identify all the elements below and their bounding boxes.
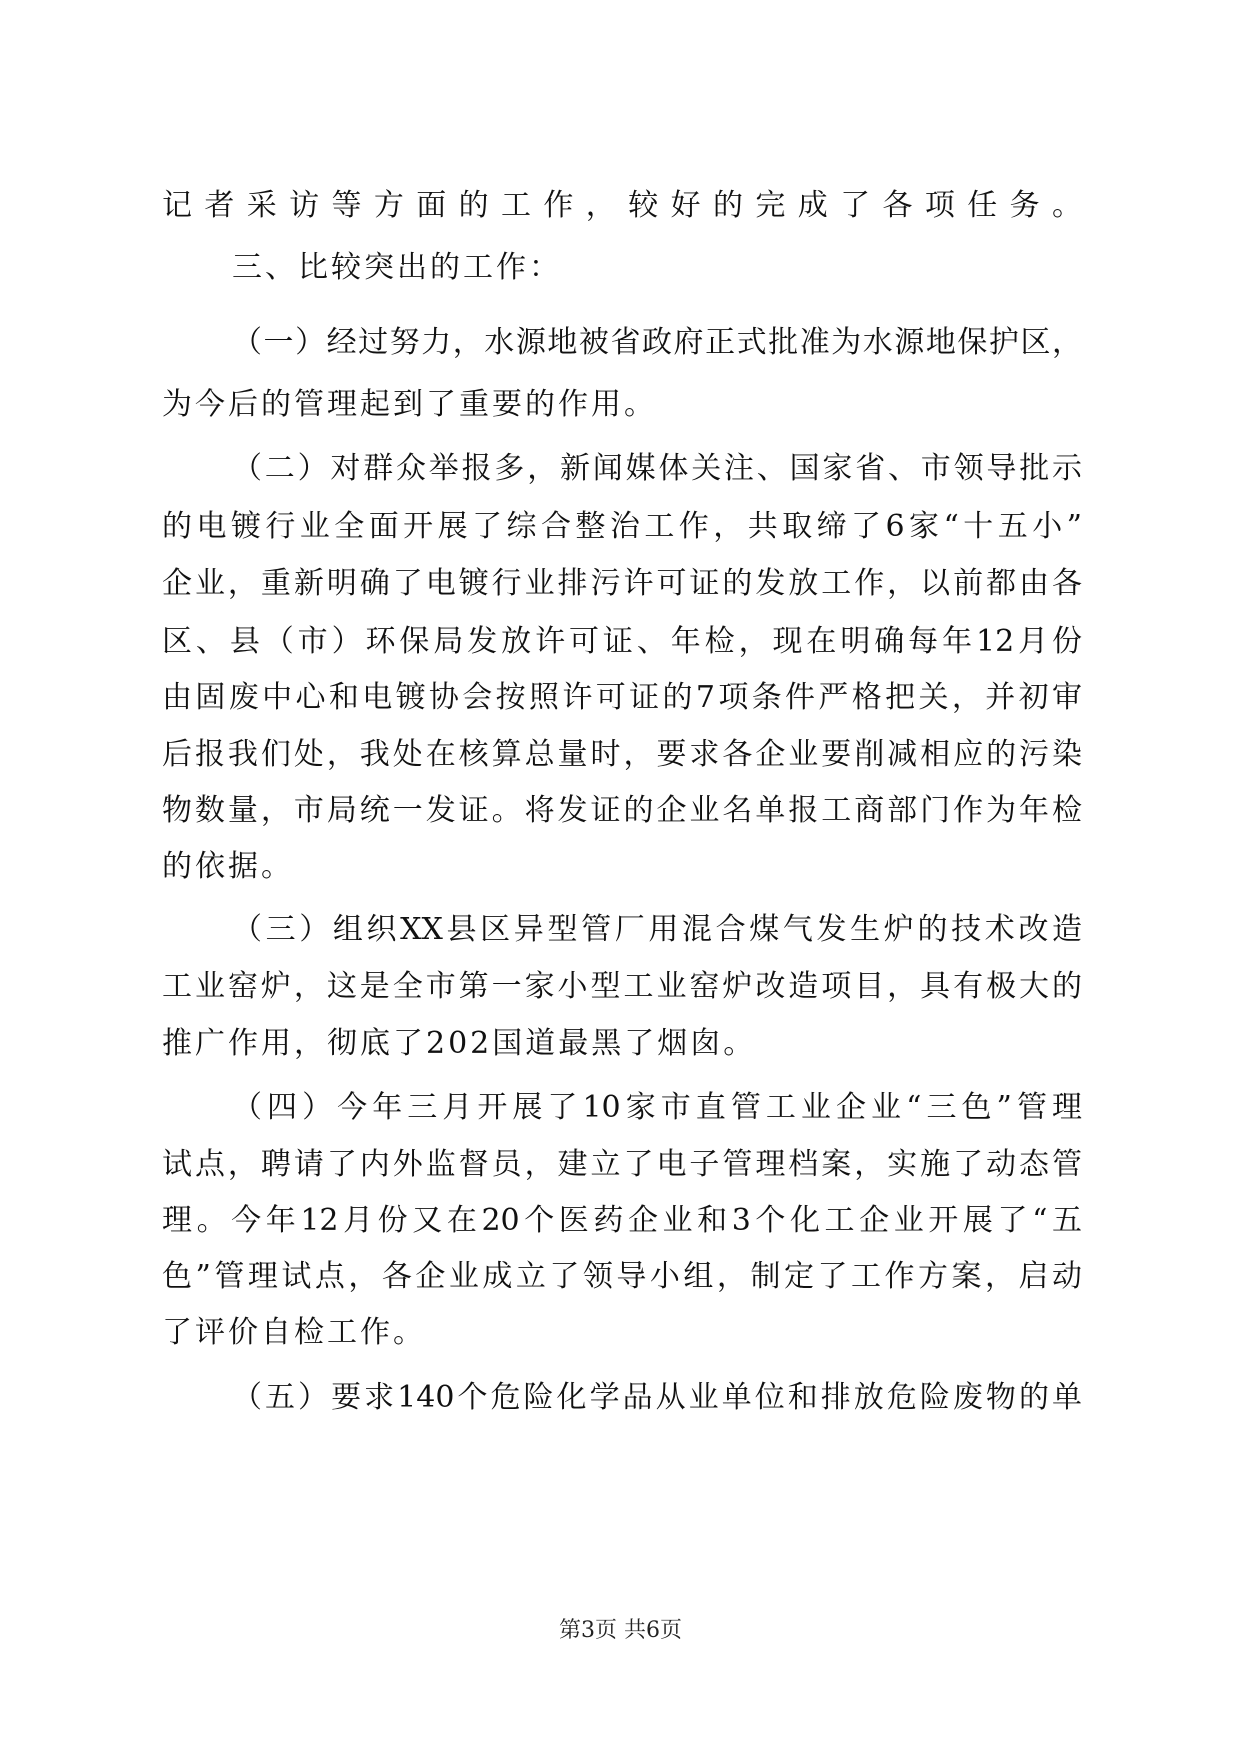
text-line: 的电镀行业全面开展了综合整治工作，共取缔了6家“十五小” — [162, 509, 1082, 544]
text-line: 色”管理试点，各企业成立了领导小组，制定了工作方案，启动 — [162, 1259, 1082, 1294]
page-number-footer: 第3页 共6页 — [559, 1618, 682, 1643]
text-line: 区、县（市）环保局发放许可证、年检，现在明确每年12月份 — [162, 624, 1082, 659]
text-line: （五）要求140个危险化学品从业单位和排放危险废物的单 — [232, 1380, 1082, 1415]
text-line: 由固废中心和电镀协会按照许可证的7项条件严格把关，并初审 — [162, 680, 1082, 715]
text-line: 记者采访等方面的工作，较好的完成了各项任务。 — [162, 188, 1082, 223]
text-line: 理。今年12月份又在20个医药企业和3个化工企业开展了“五 — [162, 1203, 1082, 1238]
text-line: 物数量，市局统一发证。将发证的企业名单报工商部门作为年检 — [162, 793, 1082, 828]
text-line: 推广作用，彻底了202国道最黑了烟囱。 — [162, 1026, 757, 1061]
text-line: 了评价自检工作。 — [162, 1315, 426, 1350]
text-line: （三）组织XX县区异型管厂用混合煤气发生炉的技术改造 — [232, 912, 1082, 947]
text-line: 为今后的管理起到了重要的作用。 — [162, 387, 657, 422]
text-line: 后报我们处，我处在核算总量时，要求各企业要削减相应的污染 — [162, 737, 1082, 772]
text-line: 试点，聘请了内外监督员，建立了电子管理档案，实施了动态管 — [162, 1147, 1082, 1182]
section-heading: 三、比较突出的工作： — [232, 250, 562, 285]
text-line: 企业，重新明确了电镀行业排污许可证的发放工作，以前都由各 — [162, 566, 1082, 601]
text-line: （四）今年三月开展了10家市直管工业企业“三色”管理 — [232, 1090, 1082, 1125]
text-line: 的依据。 — [162, 849, 294, 884]
text-line: （一）经过努力，水源地被省政府正式批准为水源地保护区， — [232, 325, 1082, 360]
text-line: （二）对群众举报多，新闻媒体关注、国家省、市领导批示 — [232, 451, 1082, 486]
text-line: 工业窑炉，这是全市第一家小型工业窑炉改造项目，具有极大的 — [162, 969, 1082, 1004]
